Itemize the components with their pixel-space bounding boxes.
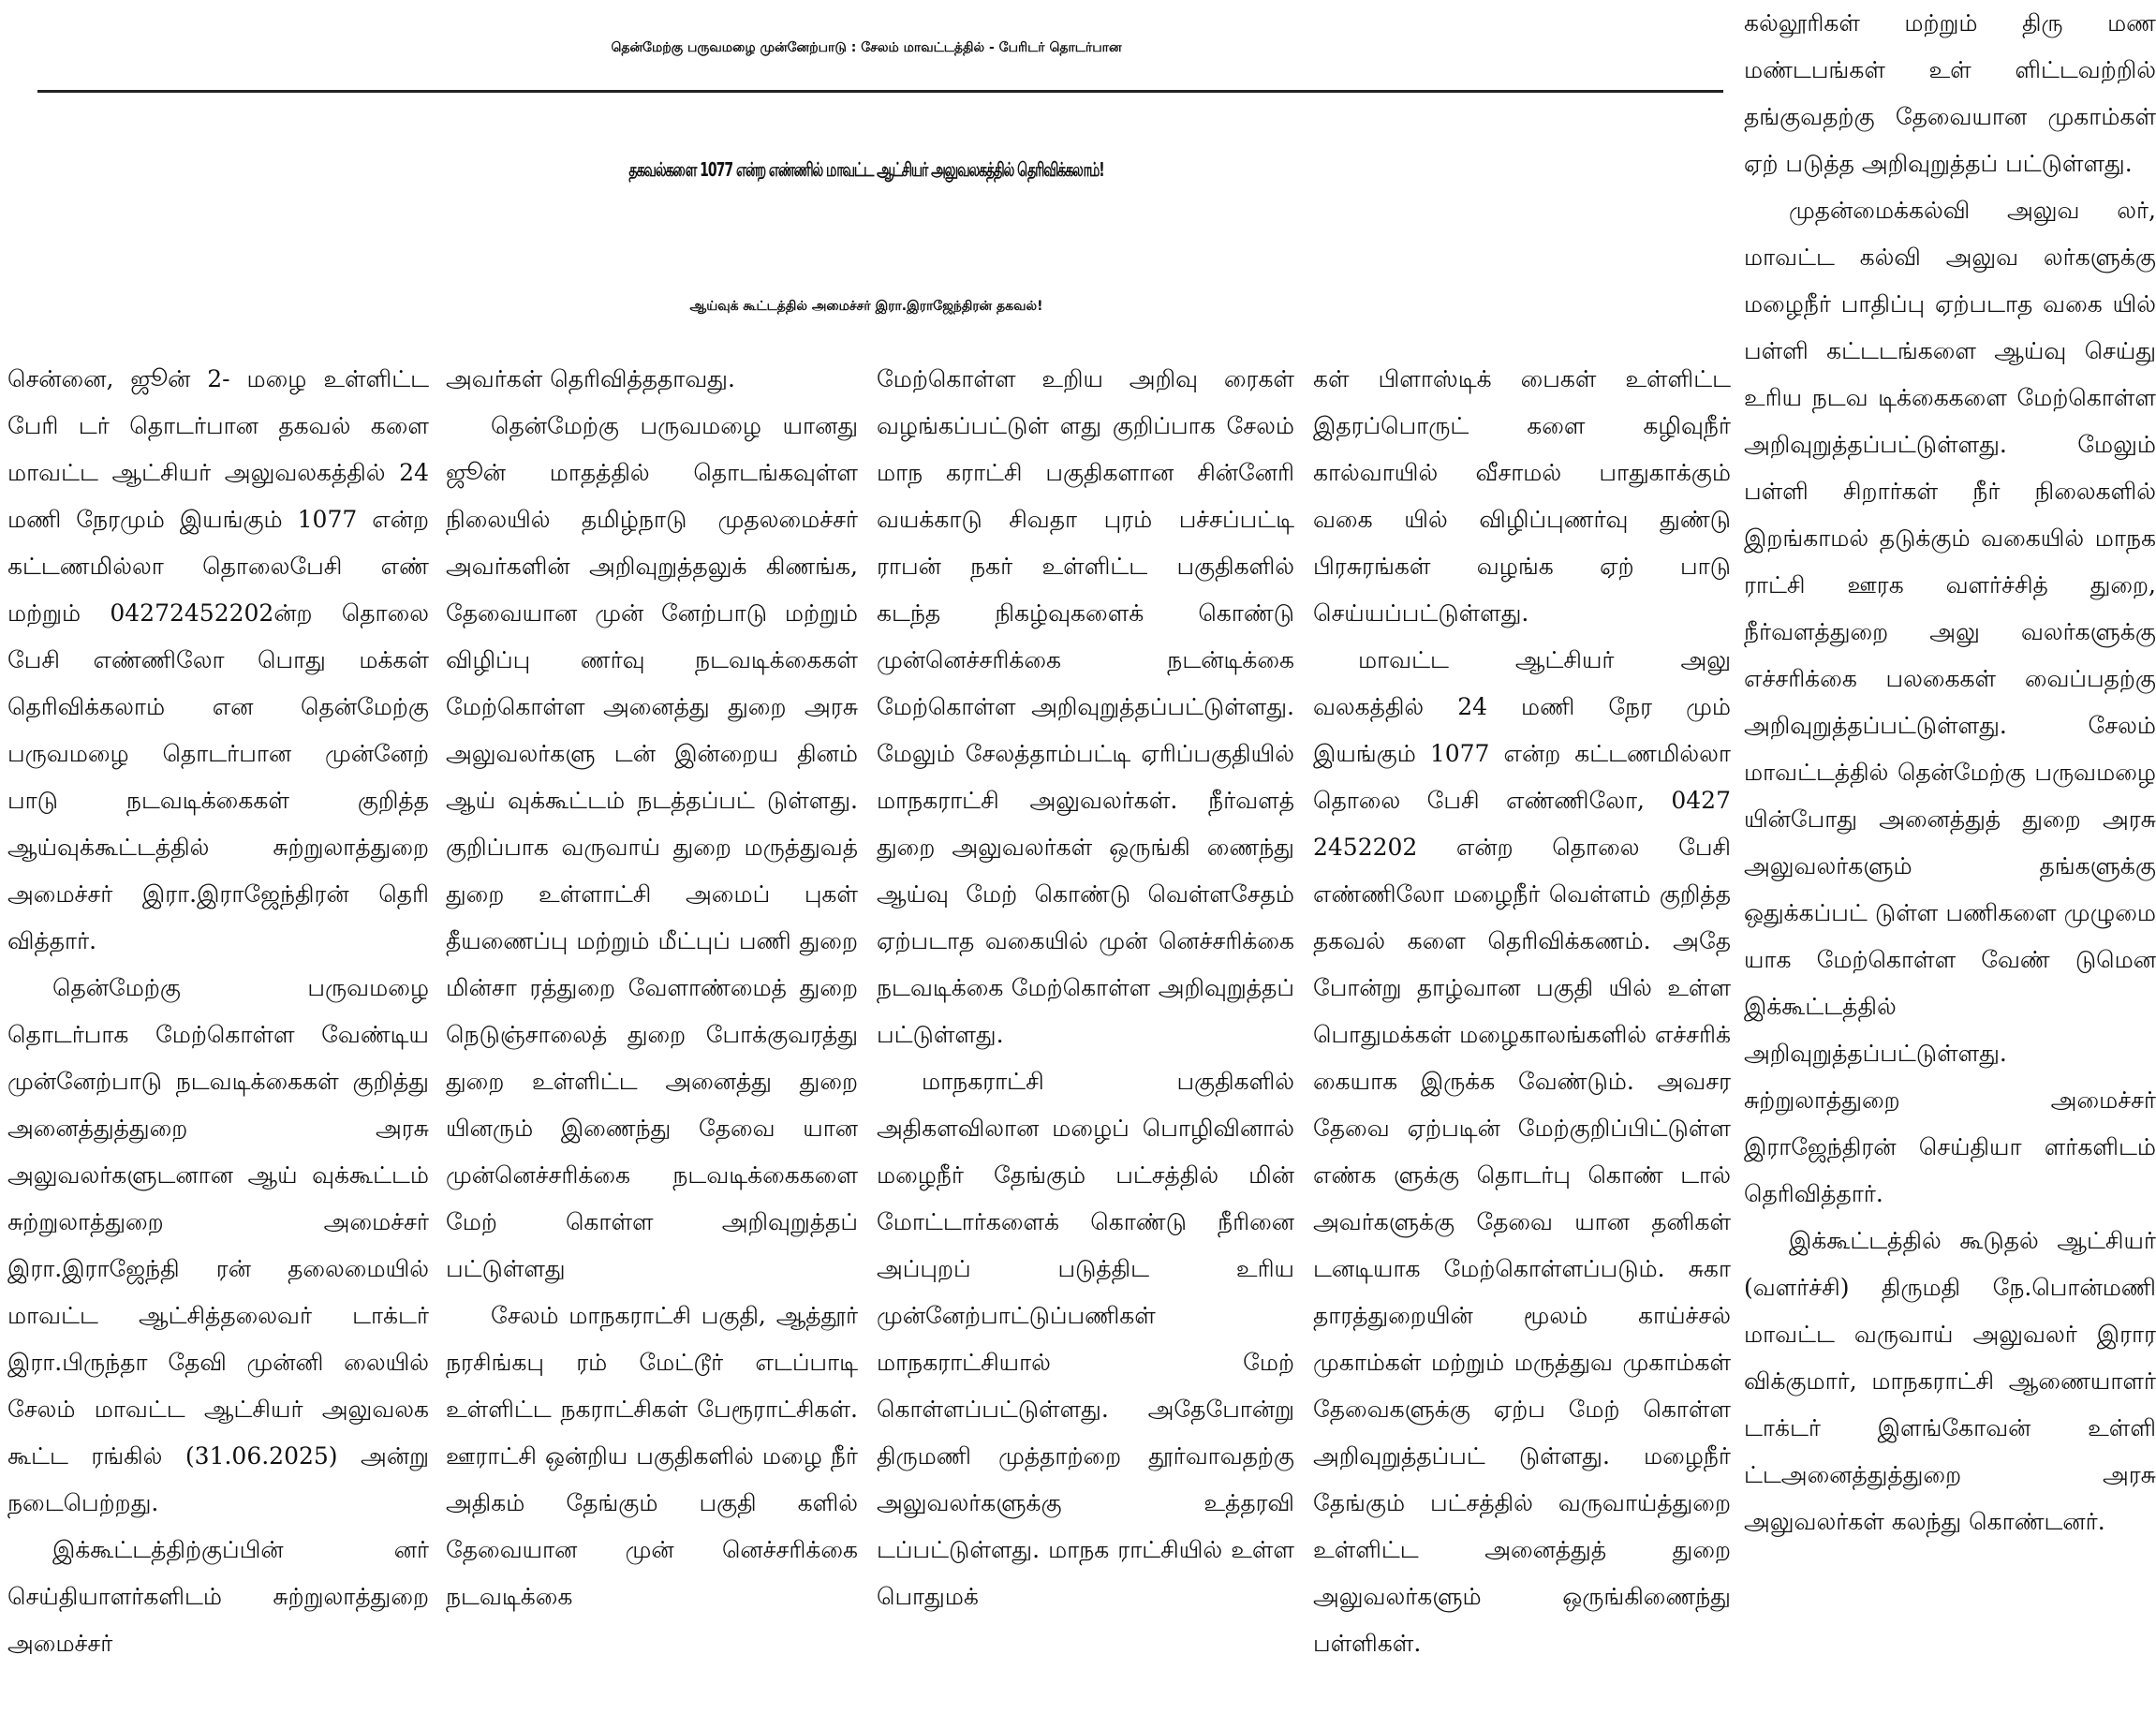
paragraph: மேற்கொள்ள உறிய அறிவு ரைகள் வழங்கப்பட்டுள் ளது குறிப்பாக சேலம் மாந கராட்சி பகுதிகளான சின்னேரி வயக்காடு சிவதா புரம் பச்சப்பட்டி ராபன் நகர் உள்ளிட்ட பகுதிகளில் கடந்த நிகழ்வுகளைக் கொண்டு முன்னெச்சரிக்கை நடன்டிக்கை மேற்கொள்ள அறிவுறுத்தப்பட்டுள்ளது. மேலும் சேலத்தாம்பட்டி ஏரிப்பகுதியில் மாநகராட்சி அலுவலர்கள். நீர்வளத் துறை அலுவலர்கள் ஒருங்கி ணைந்து ஆய்வு மேற் கொண்டு வெள்ளசேதம் ஏற்படாத வகையில் முன் னெச்சரிக்கை நடவடிக்கை மேற்கொள்ள அறிவுறுத்தப் பட்டுள்ளது. [877, 365, 1294, 1048]
paragraph: இக்கூட்டத்தில் கூடுதல் ஆட்சியர் (வளர்ச்சி) திருமதி நே.பொன்மணி மாவட்ட வருவாய் அலுவலர் இரார விக்குமார், மாநகராட்சி ஆணையாளர் டாக்டர் இளங்கோவன் உள்ளி ட்டஅனைத்துத்துறை அரசு அலுவலர்கள் கலந்து கொண்டனர். [1744, 1227, 2156, 1535]
paragraph: சென்னை, ஜூன் 2- மழை உள்ளிட்ட பேரி டர் தொடர்பான தகவல் களை மாவட்ட ஆட்சியர் அலுவலகத்தில் 24 மணி நேரமும் இயங்கும் 1077 என்ற கட்டணமில்லா தொலைபேசி எண் மற்றும் 04272452202ன்ற தொலை பேசி எண்ணிலோ பொது மக்கள் தெரிவிக்கலாம் என தென்மேற்கு பருவமழை தொடர்பான முன்னேற் பாடு நடவடிக்கைகள் குறித்த ஆய்வுக்கூட்டத்தில் சுற்றுலாத்துறை அமைச்சர் இரா.இராஜேந்திரன் தெரி வித்தார். [7, 365, 429, 954]
paragraph: சேலம் மாநகராட்சி பகுதி, ஆத்தூர் நரசிங்கபு ரம் மேட்டூர் எடப்பாடி உள்ளிட்ட நகராட்சிகள் பேரூராட்சிகள். ஊராட்சி ஒன்றிய பகுதிகளில் மழை நீர் அதிகம் தேங்கும் பகுதி களில் தேவையான முன் னெச்சரிக்கை நடவடிக்கை [446, 1302, 858, 1610]
article-column-5 [1744, 0, 2156, 1714]
article-column-3 [877, 356, 1294, 1714]
paragraph: கள் பிளாஸ்டிக் பைகள் உள்ளிட்ட இதரப்பொருட் களை கழிவுநீர் கால்வாயில் வீசாமல் பாதுகாக்கும் வகை யில் விழிப்புணர்வு துண்டு பிரசுரங்கள் வழங்க ஏற் பாடு செய்யப்பட்டுள்ளது. [1313, 365, 1731, 627]
paragraph: மாவட்ட ஆட்சியர் அலு வலகத்தில் 24 மணி நேர மும் இயங்கும் 1077 என்ற கட்டணமில்லா தொலை பேசி எண்ணிலோ, 0427 2452202 என்ற தொலை பேசி எண்ணிலோ மழைநீர் வெள்ளம் குறித்த தகவல் களை தெரிவிக்கணம். அதே போன்று தாழ்வான பகுதி யில் உள்ள பொதுமக்கள் மழைகாலங்களில் எச்சரிக் கையாக இருக்க வேண்டும். அவசர தேவை ஏற்படின் மேற்குறிப்பிட்டுள்ள எண்க ளுக்கு தொடர்பு கொண் டால் அவர்களுக்கு தேவை யான தனிகள் டனடியாக மேற்கொள்ளப்படும். சுகா தாரத்துறையின் மூலம் காய்ச்சல் முகாம்கள் மற்றும் மருத்துவ முகாம்கள் தேவைகளுக்கு ஏற்ப மேற் கொள்ள அறிவுறுத்தப்பட் டுள்ளது. மழைநீர் தேங்கும் பட்சத்தில் வருவாய்த்துறை உள்ளிட்ட அனைத்துத் துறை அலுவலர்களும் ஒருங்கிணைந்து பள்ளிகள். [1313, 646, 1731, 1657]
kicker-headline: தென்மேற்கு பருவமழை முன்னேற்பாடு : சேலம் மாவட்டத்தில் - பேரிடர் தொடர்பான [611, 40, 1122, 55]
paragraph: இக்கூட்டத்திற்குப்பின் னர் செய்தியாளர்களிடம் சுற்றுலாத்துறை அமைச்சர் [7, 1536, 429, 1657]
paragraph: கல்லூரிகள் மற்றும் திரு மண மண்டபங்கள் உள் ளிட்டவற்றில் தங்குவதற்கு தேவையான முகாம்கள் ஏற் படுத்த அறிவுறுத்தப் பட்டுள்ளது. [1744, 9, 2156, 177]
paragraph: அவர்கள் தெரிவித்ததாவது. [446, 365, 735, 392]
paragraph: தென்மேற்கு பருவமழை தொடர்பாக மேற்கொள்ள வேண்டிய முன்னேற்பாடு நடவடிக்கைகள் குறித்து அனைத்துத்துறை அரசு அலுவலர்களுடனான ஆய் வுக்கூட்டம் சுற்றுலாத்துறை அமைச்சர் இரா.இராஜேந்தி ரன் தலைமையில் மாவட்ட ஆட்சித்தலைவர் டாக்டர் இரா.பிருந்தா தேவி முன்னி லையில் சேலம் மாவட்ட ஆட்சியர் அலுவலக கூட்ட ரங்கில் (31.06.2025) அன்று நடைபெற்றது. [7, 974, 429, 1516]
article-column-1 [7, 356, 429, 1714]
article-column-4 [1313, 356, 1731, 1714]
paragraph: முதன்மைக்கல்வி அலுவ லர், மாவட்ட கல்வி அலுவ லர்களுக்கு மழைநீர் பாதிப்பு ஏற்படாத வகை யில் பள்ளி கட்டடங்களை ஆய்வு செய்து உரிய நடவ டிக்கைகளை மேற்கொள்ள அறிவுறுத்தப்பட்டுள்ளது. மேலும் பள்ளி சிறார்கள் நீர் நிலைகளில் இறங்காமல் தடுக்கும் வகையில் மாநக ராட்சி ஊரக வளர்ச்சித் துறை, நீர்வளத்துறை அலு வலர்களுக்கு எச்சரிக்கை பலகைகள் வைப்பதற்கு அறிவுறுத்தப்பட்டுள்ளது. சேலம் மாவட்டத்தில் தென்மேற்கு பருவமழை யின்போது அனைத்துத் துறை அரசு அலுவலர்களும் தங்களுக்கு ஒதுக்கப்பட் டுள்ள பணிகளை முழுமை யாக மேற்கொள்ள வேண் டுமென இக்கூட்டத்தில் அறிவுறுத்தப்பட்டுள்ளது. சுற்றுலாத்துறை அமைச்சர் இராஜேந்திரன் செய்தியா ளர்களிடம் தெரிவித்தார். [1744, 197, 2156, 1207]
article-column-2 [446, 356, 858, 1714]
paragraph: மாநகராட்சி பகுதிகளில் அதிகளவிலான மழைப் பொழிவினால் மழைநீர் தேங்கும் பட்சத்தில் மின் மோட்டார்களைக் கொண்டு நீரினை அப்புறப் படுத்திட உரிய முன்னேற்பாட்டுப்பணிகள் மாநகராட்சியால் மேற் கொள்ளப்பட்டுள்ளது. அதேபோன்று திருமணி முத்தாற்றை தூர்வாவதற்கு அலுவலர்களுக்கு உத்தரவி டப்பட்டுள்ளது. மாநக ராட்சியில் உள்ள பொதுமக் [877, 1068, 1294, 1610]
paragraph: தென்மேற்கு பருவமழை யானது ஜூன் மாதத்தில் தொடங்கவுள்ள நிலையில் தமிழ்நாடு முதலமைச்சர் அவர்களின் அறிவுறுத்தலுக் கிணங்க, தேவையான முன் னேற்பாடு மற்றும் விழிப்பு ணர்வு நடவடிக்கைகள் மேற்கொள்ள அனைத்து துறை அரசு அலுவலர்களு டன் இன்றைய தினம் ஆய் வுக்கூட்டம் நடத்தப்பட் டுள்ளது. குறிப்பாக வருவாய் துறை மருத்துவத் துறை உள்ளாட்சி அமைப் புகள் தீயணைப்பு மற்றும் மீட்புப் பணி துறை மின்சா ரத்துறை வேளாண்மைத் துறை நெடுஞ்சாலைத் துறை போக்குவரத்து துறை உள்ளிட்ட அனைத்து துறை யினரும் இணைந்து தேவை யான முன்னெச்சரிக்கை நடவடிக்கைகளை மேற் கொள்ள அறிவுறுத்தப் பட்டுள்ளது [446, 412, 858, 1282]
subheadline: ஆய்வுக் கூட்டத்தில் அமைச்சர் இரா.இராஜேந்திரன் தகவல்! [689, 299, 1043, 314]
main-headline: தகவல்களை 1077 என்ற எண்ணில் மாவட்ட ஆட்சியர் அலுவலகத்தில் தெரிவிக்கலாம்! [628, 159, 1104, 182]
